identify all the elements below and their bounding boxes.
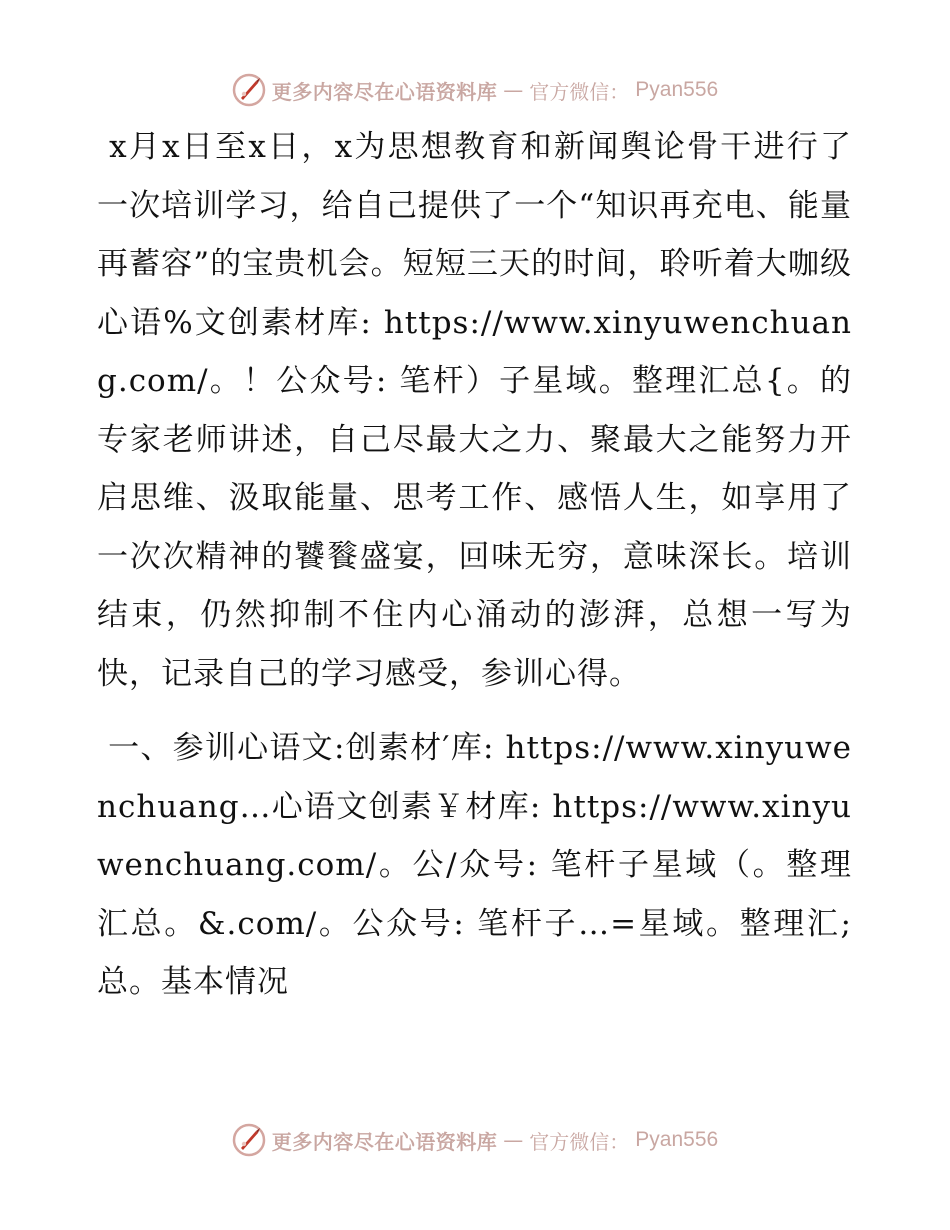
document-body <box>97 118 852 1012</box>
watermark-official-label: 官方微信： <box>529 1129 630 1154</box>
watermark-official-label: 官方微信： <box>529 79 630 104</box>
watermark-dash: — <box>503 1128 524 1152</box>
paragraph-section-one: 一、参训心语文:创素材′库: https://www.xinyuwenchuang…心语文创素￥材库: https://www.xinyuwenchuang.com/。公/众号: 笔杆子星域（。整理汇总。&.com/。公众号: 笔杆子…=星域。整理汇;总。基本情况 <box>97 730 853 1000</box>
watermark-title: 更多内容尽在心语资料库 <box>271 1129 498 1154</box>
header-watermark <box>0 70 950 110</box>
footer-watermark <box>0 1120 950 1160</box>
watermark-wechat-id: Pyan556 <box>635 1128 719 1151</box>
watermark-wechat-id: Pyan556 <box>635 78 719 101</box>
paragraph-intro: x月x日至x日，x为思想教育和新闻舆论骨干进行了一次培训学习，给自己提供了一个“知识再充电、能量再蓄容”的宝贵机会。短短三天的时间，聆听着大咖级心语%文创素材库: https://www.xinyuwenchuang.com/。！公众号: 笔杆）子星域。整理汇总{。的专家老师讲述，自己尽最大之力、聚最大之能努力开启思维、汲取能量、思考工作、感悟人生，如享用了一次次精神的饕餮盛宴，回味无穷，意味深长。培训结束，仍然抑制不住内心涌动的澎湃，总想一写为快，记录自己的学习感受，参训心得。 <box>97 129 852 692</box>
watermark-title: 更多内容尽在心语资料库 <box>271 79 498 104</box>
quill-logo-icon <box>232 1123 266 1157</box>
quill-logo-icon <box>232 73 266 107</box>
watermark-dash: — <box>503 78 524 102</box>
